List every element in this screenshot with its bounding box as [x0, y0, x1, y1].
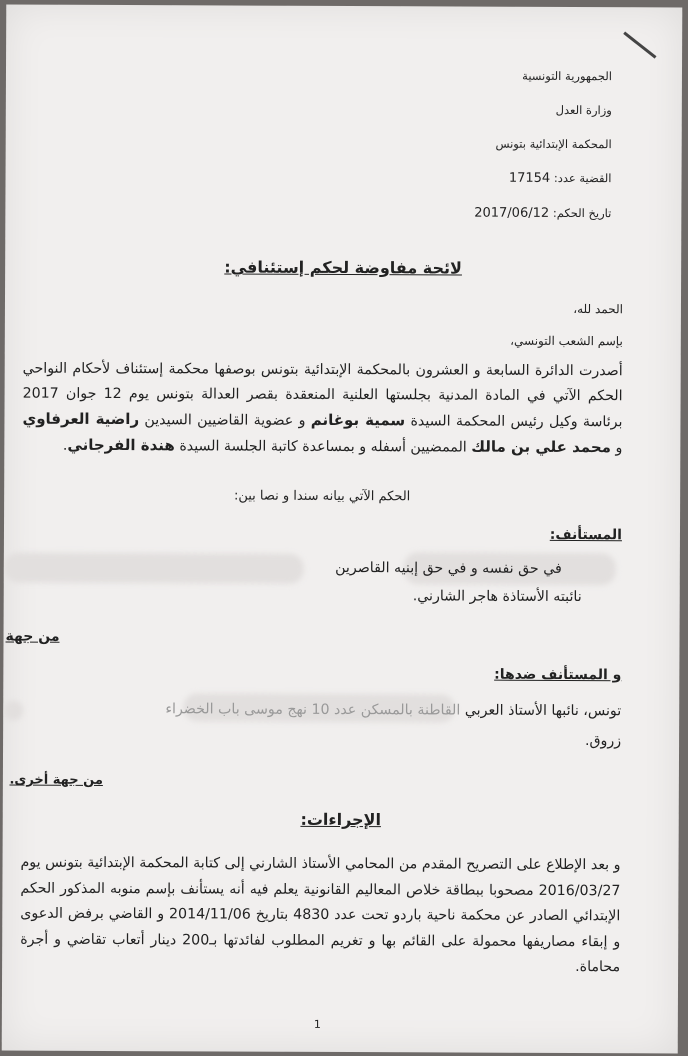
intro-text-1: أصدرت الدائرة السابعة و العشرون بالمحكمة الإبتدائية بتونس بوصفها محكمة إستئناف لأحكام النواحي الحكم الآتي في المادة المدنية بجلستها العلنية المنعقدة بقصر العدالة بتونس يوم 12 جوان 2017 برئاسة وكيل رئيس المحكمة السيدة	[22, 360, 623, 431]
republic-name: الجمهورية التونسية	[522, 68, 613, 84]
appellant-line-1	[22, 555, 622, 583]
intro-paragraph	[22, 357, 622, 462]
document-page	[2, 5, 683, 1054]
appellant-label: المستأنف:	[549, 526, 623, 544]
judgment-intro: الحكم الآتي بيانه سندا و نصا بين:	[233, 488, 411, 505]
appellant-text-1: في حق نفسه و في حق إبنيه القاصرين	[335, 559, 562, 577]
respondent-line-2: زروق.	[584, 733, 622, 750]
document-title: لائحة مفاوضة لحكم إستئنافي:	[224, 257, 463, 278]
appellant-line-2	[22, 583, 622, 611]
respondent-line-1	[21, 697, 621, 725]
intro-text-4: الممضيين أسفله و بمساعدة كاتبة الجلسة السيدة	[179, 438, 467, 456]
pen-mark	[623, 32, 656, 59]
other-side-label: من جهة أخرى.	[9, 772, 103, 788]
in-name-line: بإسم الشعب التونسي،	[510, 333, 623, 349]
praise-line: الحمد لله،	[573, 302, 623, 317]
intro-text-3: و	[615, 440, 623, 457]
judge-1: راضية العرفاوي	[22, 409, 140, 429]
document-header	[351, 68, 612, 241]
respondent-blurred-address: القاطنة بالمسكن عدد 10 نهج موسى باب الخضراء	[165, 701, 461, 719]
judge-2: محمد علي بن مالك	[471, 437, 612, 457]
judgment-date-label: تاريخ الحكم:	[552, 205, 612, 221]
intro-text-2: و عضوية القاضيين السيدين	[144, 412, 306, 429]
procedures-paragraph: و بعد الإطلاع على التصريح المقدم من المحامي الأستاذ الشارني إلى كتابة المحكمة الإبتدائية بتونس يوم 2016/03/27 مصحوبا ببطاقة خلاص المعاليم القانونية يعلم فيه أنه يستأنف بإسم منوبه المذكور الحكم الإبتدائي الصادر عن محكمة ناحية باردو تحت عدد 4830 بتاريخ 2014/11/06 و القاضي برفض الدعوى و إبقاء مصاريفها محمولة على القائم بها و تغريم المطلوب لفائدتها بـ200 دينار أتعاب تقاضي و أجرة محاماة.	[20, 854, 621, 976]
page-number: 1	[313, 1017, 321, 1031]
clerk-name: هندة الفرجاني	[67, 435, 175, 455]
procedures-title: الإجراءات:	[300, 809, 382, 830]
judgment-date-value: 2017/06/12	[474, 205, 550, 221]
presiding-judge: سمية بوغانم	[310, 410, 406, 430]
from-side-label: من جهة	[5, 628, 60, 645]
respondent-text-1: تونس، نائبها الأستاذ العربي	[464, 702, 622, 720]
case-number-value: 17154	[508, 170, 551, 186]
case-number-label: القضية عدد:	[553, 170, 612, 186]
appellant-text-2: نائبته الأستاذة هاجر الشارني.	[412, 588, 582, 606]
ministry-name: وزارة العدل	[555, 102, 612, 118]
respondent-label: و المستأنف ضدها:	[494, 666, 622, 684]
judgment-date	[351, 205, 611, 221]
intro-end: .	[62, 437, 68, 454]
case-number	[352, 170, 612, 186]
court-name: المحكمة الإبتدائية بتونس	[495, 136, 612, 152]
